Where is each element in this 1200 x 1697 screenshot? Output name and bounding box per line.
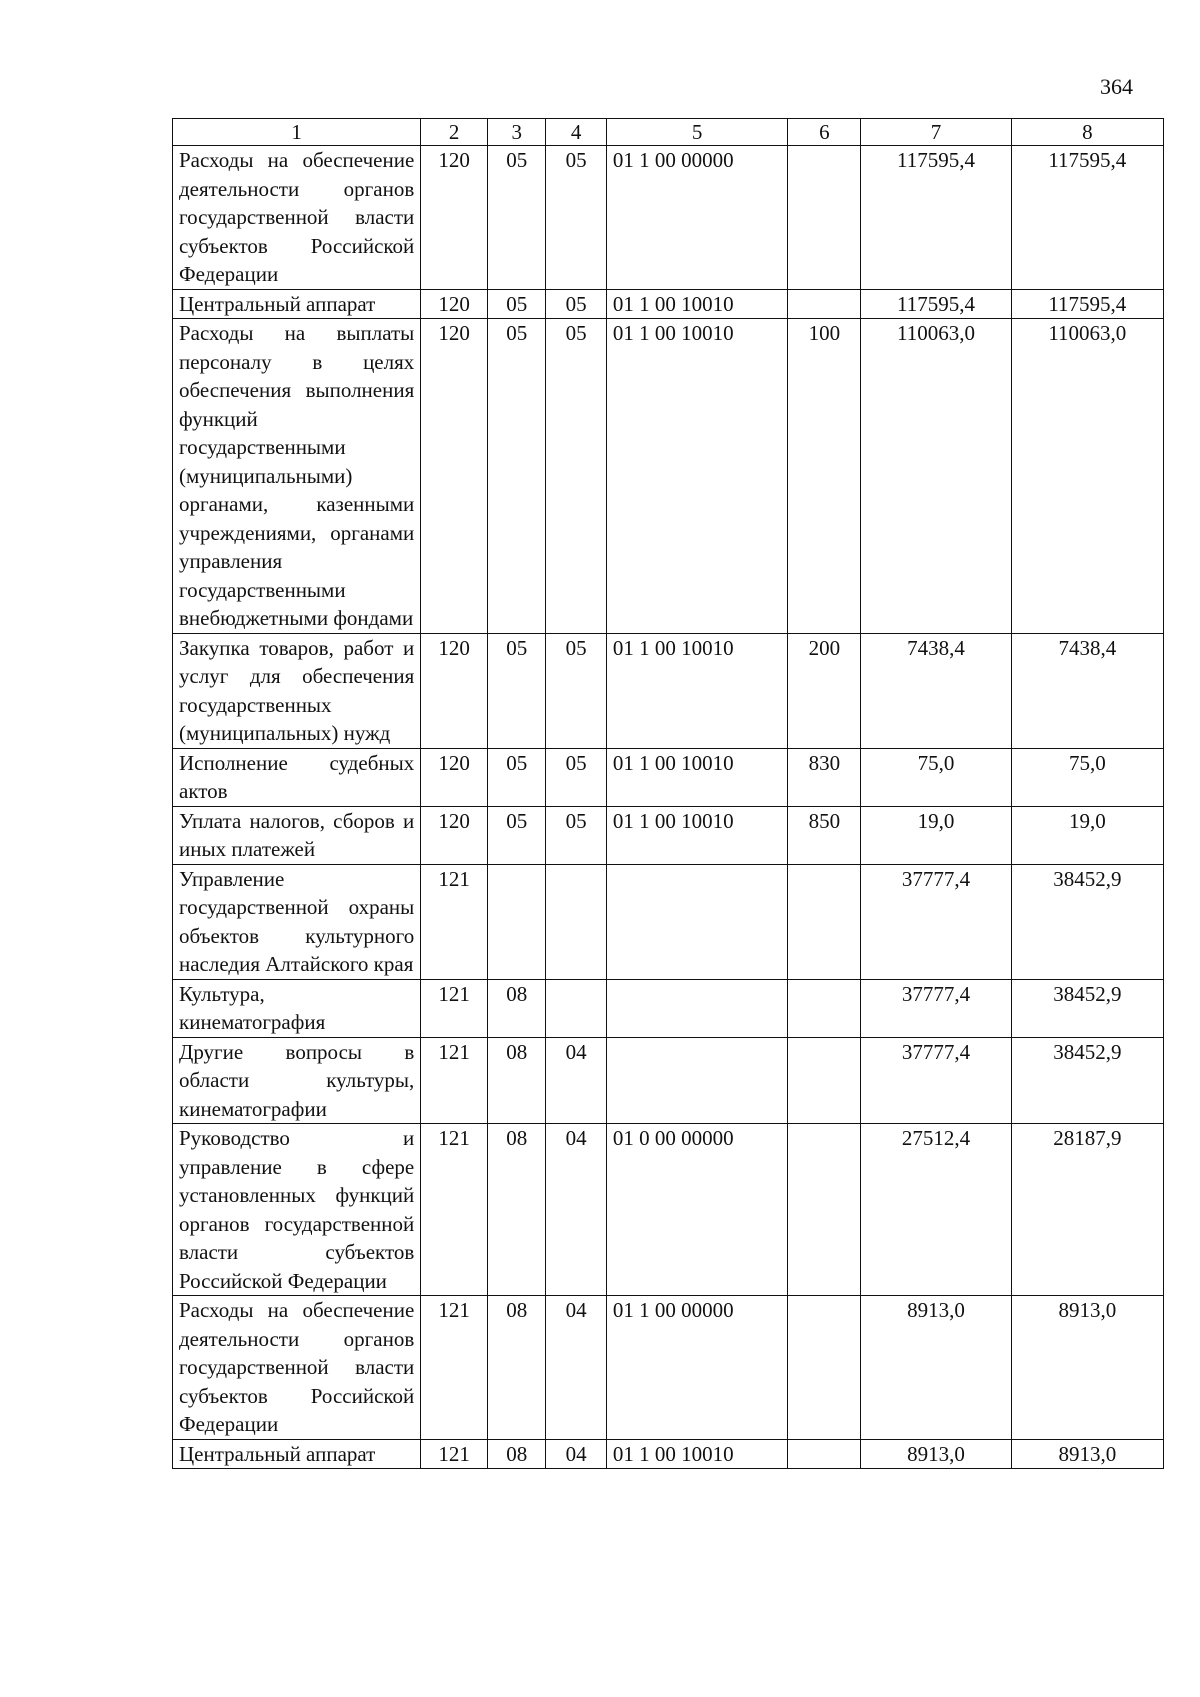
cell-amount-year-1: 7438,4: [861, 633, 1011, 748]
cell-section: [488, 864, 546, 979]
header-col-8: 8: [1011, 119, 1163, 146]
cell-target-article: [606, 864, 788, 979]
table-row: [173, 864, 1164, 979]
table-header-row: [173, 119, 1164, 146]
table-row: [173, 1439, 1164, 1469]
cell-expense-type: [788, 146, 861, 290]
cell-amount-year-1: 117595,4: [861, 146, 1011, 290]
cell-target-article: 01 1 00 10010: [606, 1439, 788, 1469]
cell-name: Центральный аппарат: [173, 289, 421, 319]
cell-expense-type: [788, 1124, 861, 1296]
table-row: [173, 146, 1164, 290]
cell-subsection: 04: [546, 1037, 607, 1124]
header-col-2: 2: [421, 119, 488, 146]
cell-subsection: 05: [546, 146, 607, 290]
cell-name: Руководство и управление в сфере установленных функций органов государственной власти субъектов Российской Федерации: [173, 1124, 421, 1296]
table-row: [173, 289, 1164, 319]
cell-expense-type: [788, 979, 861, 1037]
cell-amount-year-2: 110063,0: [1011, 319, 1163, 634]
header-col-5: 5: [606, 119, 788, 146]
table-row: [173, 1037, 1164, 1124]
cell-amount-year-2: 8913,0: [1011, 1296, 1163, 1440]
cell-admin-code: 121: [421, 1037, 488, 1124]
table-row: [173, 979, 1164, 1037]
cell-subsection: [546, 979, 607, 1037]
cell-target-article: 01 1 00 10010: [606, 289, 788, 319]
cell-subsection: 04: [546, 1439, 607, 1469]
cell-name: Расходы на выплаты персоналу в целях обеспечения выполнения функций государственными (муниципальными) органами, казенными учреждениями, органами управления государственными внебюджетными фондами: [173, 319, 421, 634]
cell-section: 05: [488, 319, 546, 634]
cell-amount-year-2: 38452,9: [1011, 1037, 1163, 1124]
cell-section: 08: [488, 1439, 546, 1469]
cell-amount-year-1: 19,0: [861, 806, 1011, 864]
cell-admin-code: 120: [421, 633, 488, 748]
page-number: 364: [1100, 74, 1133, 99]
cell-section: 05: [488, 748, 546, 806]
cell-name: Расходы на обеспечение деятельности органов государственной власти субъектов Российской Федерации: [173, 1296, 421, 1440]
cell-amount-year-1: 37777,4: [861, 864, 1011, 979]
cell-amount-year-2: 75,0: [1011, 748, 1163, 806]
header-col-7: 7: [861, 119, 1011, 146]
cell-amount-year-1: 37777,4: [861, 1037, 1011, 1124]
cell-section: 08: [488, 1037, 546, 1124]
cell-amount-year-1: 110063,0: [861, 319, 1011, 634]
cell-name: Культура, кинематография: [173, 979, 421, 1037]
cell-section: 08: [488, 1296, 546, 1440]
cell-section: 08: [488, 1124, 546, 1296]
cell-amount-year-1: 37777,4: [861, 979, 1011, 1037]
cell-expense-type: [788, 289, 861, 319]
cell-amount-year-2: 19,0: [1011, 806, 1163, 864]
cell-name: Уплата налогов, сборов и иных платежей: [173, 806, 421, 864]
cell-amount-year-2: 7438,4: [1011, 633, 1163, 748]
table-row: [173, 633, 1164, 748]
cell-target-article: 01 1 00 00000: [606, 1296, 788, 1440]
cell-subsection: 05: [546, 748, 607, 806]
cell-admin-code: 121: [421, 1296, 488, 1440]
cell-admin-code: 121: [421, 979, 488, 1037]
cell-subsection: 05: [546, 633, 607, 748]
cell-amount-year-2: 8913,0: [1011, 1439, 1163, 1469]
cell-admin-code: 120: [421, 289, 488, 319]
cell-expense-type: 850: [788, 806, 861, 864]
cell-amount-year-1: 8913,0: [861, 1439, 1011, 1469]
cell-amount-year-1: 75,0: [861, 748, 1011, 806]
cell-section: 08: [488, 979, 546, 1037]
cell-target-article: 01 1 00 10010: [606, 633, 788, 748]
table-row: [173, 748, 1164, 806]
cell-expense-type: 200: [788, 633, 861, 748]
cell-subsection: 04: [546, 1124, 607, 1296]
cell-subsection: 05: [546, 289, 607, 319]
header-col-3: 3: [488, 119, 546, 146]
cell-expense-type: 100: [788, 319, 861, 634]
cell-amount-year-2: 117595,4: [1011, 146, 1163, 290]
cell-amount-year-1: 27512,4: [861, 1124, 1011, 1296]
cell-subsection: [546, 864, 607, 979]
cell-expense-type: [788, 1296, 861, 1440]
table-row: [173, 1296, 1164, 1440]
header-col-1: 1: [173, 119, 421, 146]
cell-expense-type: [788, 1037, 861, 1124]
cell-admin-code: 120: [421, 319, 488, 634]
cell-section: 05: [488, 146, 546, 290]
cell-admin-code: 120: [421, 748, 488, 806]
cell-target-article: 01 1 00 00000: [606, 146, 788, 290]
cell-name: Управление государственной охраны объектов культурного наследия Алтайского края: [173, 864, 421, 979]
cell-name: Закупка товаров, работ и услуг для обеспечения государственных (муниципальных) нужд: [173, 633, 421, 748]
cell-admin-code: 121: [421, 864, 488, 979]
cell-amount-year-2: 28187,9: [1011, 1124, 1163, 1296]
budget-table: [172, 118, 1164, 1469]
cell-target-article: [606, 979, 788, 1037]
cell-name: Расходы на обеспечение деятельности органов государственной власти субъектов Российской Федерации: [173, 146, 421, 290]
cell-admin-code: 120: [421, 146, 488, 290]
cell-section: 05: [488, 289, 546, 319]
cell-expense-type: 830: [788, 748, 861, 806]
table-row: [173, 806, 1164, 864]
cell-amount-year-2: 38452,9: [1011, 864, 1163, 979]
cell-amount-year-2: 117595,4: [1011, 289, 1163, 319]
cell-name: Исполнение судебных актов: [173, 748, 421, 806]
cell-expense-type: [788, 1439, 861, 1469]
cell-amount-year-2: 38452,9: [1011, 979, 1163, 1037]
header-col-4: 4: [546, 119, 607, 146]
cell-name: Центральный аппарат: [173, 1439, 421, 1469]
cell-section: 05: [488, 633, 546, 748]
cell-name: Другие вопросы в области культуры, кинематографии: [173, 1037, 421, 1124]
cell-section: 05: [488, 806, 546, 864]
header-col-6: 6: [788, 119, 861, 146]
cell-subsection: 05: [546, 806, 607, 864]
cell-target-article: 01 1 00 10010: [606, 748, 788, 806]
cell-admin-code: 120: [421, 806, 488, 864]
table-row: [173, 319, 1164, 634]
cell-admin-code: 121: [421, 1124, 488, 1296]
cell-target-article: 01 0 00 00000: [606, 1124, 788, 1296]
cell-amount-year-1: 117595,4: [861, 289, 1011, 319]
cell-target-article: [606, 1037, 788, 1124]
cell-amount-year-1: 8913,0: [861, 1296, 1011, 1440]
cell-admin-code: 121: [421, 1439, 488, 1469]
cell-subsection: 05: [546, 319, 607, 634]
cell-target-article: 01 1 00 10010: [606, 319, 788, 634]
table-row: [173, 1124, 1164, 1296]
cell-target-article: 01 1 00 10010: [606, 806, 788, 864]
cell-expense-type: [788, 864, 861, 979]
cell-subsection: 04: [546, 1296, 607, 1440]
